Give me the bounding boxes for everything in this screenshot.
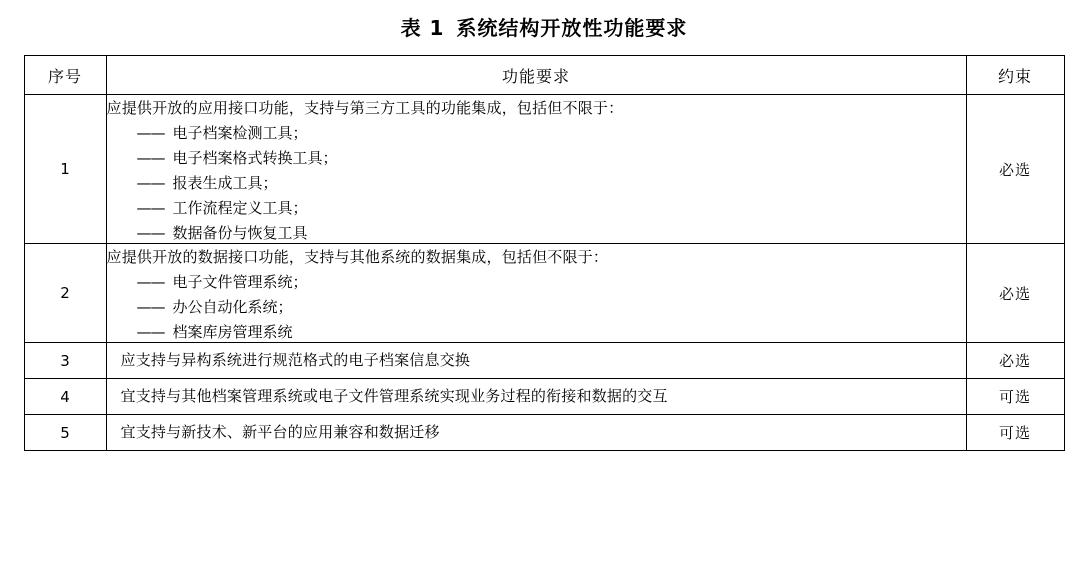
requirement-lead: 应提供开放的数据接口功能，支持与其他系统的数据集成，包括但不限于： xyxy=(106,248,609,266)
row-seq: 4 xyxy=(24,379,106,415)
requirement-item-text: 电子档案格式转换工具； xyxy=(172,149,338,167)
requirement-lead: 宜支持与新技术、新平台的应用兼容和数据迁移 xyxy=(120,423,440,441)
requirement-item-text: 档案库房管理系统 xyxy=(172,323,293,341)
table-row xyxy=(24,415,1064,451)
table-caption-text: 系统结构开放性功能要求 xyxy=(456,16,688,40)
row-requirement xyxy=(106,415,966,451)
requirement-item xyxy=(107,218,966,243)
dash-marker: —— xyxy=(136,124,165,142)
row-constraint: 必选 xyxy=(966,95,1064,244)
table-row xyxy=(24,343,1064,379)
requirement-item xyxy=(107,317,966,342)
requirement-lead: 应支持与异构系统进行规范格式的电子档案信息交换 xyxy=(120,351,471,369)
dash-marker: —— xyxy=(136,199,165,217)
requirement-item-text: 工作流程定义工具； xyxy=(172,199,308,217)
row-seq: 1 xyxy=(24,95,106,244)
requirement-item-text: 数据备份与恢复工具 xyxy=(172,224,308,242)
row-requirement xyxy=(106,343,966,379)
dash-marker: —— xyxy=(136,174,165,192)
table-row xyxy=(24,379,1064,415)
dash-marker: —— xyxy=(136,224,165,242)
header-constraint: 约束 xyxy=(966,56,1064,95)
table-head xyxy=(24,56,1064,95)
dash-marker: —— xyxy=(136,149,165,167)
requirement-item xyxy=(107,143,966,168)
row-constraint: 可选 xyxy=(966,379,1064,415)
row-requirement xyxy=(106,95,966,244)
row-seq: 3 xyxy=(24,343,106,379)
row-constraint: 必选 xyxy=(966,244,1064,343)
requirement-item-text: 电子文件管理系统； xyxy=(172,273,308,291)
table-body xyxy=(24,95,1064,451)
requirements-table xyxy=(24,55,1065,451)
row-requirement xyxy=(106,244,966,343)
dash-marker: —— xyxy=(136,323,165,341)
dash-marker: —— xyxy=(136,298,165,316)
requirement-item-text: 报表生成工具； xyxy=(172,174,278,192)
row-constraint: 必选 xyxy=(966,343,1064,379)
row-constraint: 可选 xyxy=(966,415,1064,451)
requirement-item xyxy=(107,193,966,218)
requirement-item xyxy=(107,118,966,143)
table-caption xyxy=(0,0,1088,55)
dash-marker: —— xyxy=(136,273,165,291)
requirement-item xyxy=(107,168,966,193)
row-seq: 2 xyxy=(24,244,106,343)
requirement-lead: 应提供开放的应用接口功能，支持与第三方工具的功能集成，包括但不限于： xyxy=(106,99,624,117)
table-caption-number: 表 1 xyxy=(400,16,445,40)
row-requirement xyxy=(106,379,966,415)
table-row xyxy=(24,95,1064,244)
requirement-item xyxy=(107,267,966,292)
table-row xyxy=(24,244,1064,343)
requirement-item-text: 电子档案检测工具； xyxy=(172,124,308,142)
requirement-item xyxy=(107,292,966,317)
requirement-item-text: 办公自动化系统； xyxy=(172,298,293,316)
header-requirement: 功能要求 xyxy=(106,56,966,95)
header-seq: 序号 xyxy=(24,56,106,95)
row-seq: 5 xyxy=(24,415,106,451)
requirement-lead: 宜支持与其他档案管理系统或电子文件管理系统实现业务过程的衔接和数据的交互 xyxy=(120,387,668,405)
table-header-row xyxy=(24,56,1064,95)
